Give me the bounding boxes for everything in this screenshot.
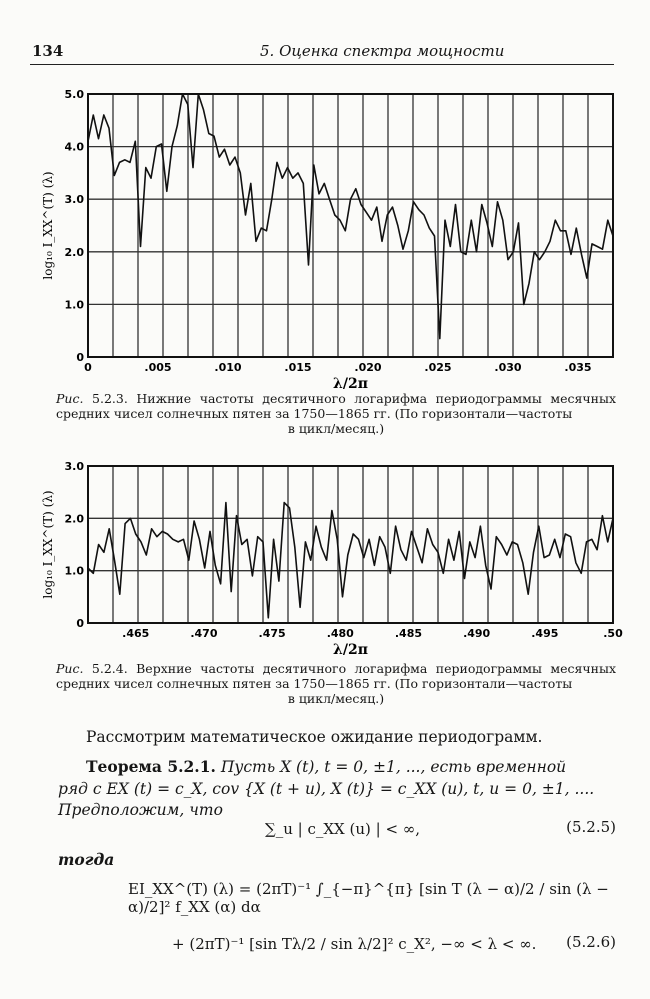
y-axis-label: log₁₀ I_XX^(T) (λ) xyxy=(41,490,55,599)
y-tick-label: 5.0 xyxy=(64,88,84,101)
intro-paragraph: Рассмотрим математическое ожидание периодограмм. xyxy=(86,728,543,746)
x-tick-label: .465 xyxy=(122,627,150,640)
caption-line: 5.2.4. Верхние частоты десятичного логарифма периодограммы месячных xyxy=(91,661,617,676)
x-tick-label: .495 xyxy=(531,627,559,640)
equation-number: (5.2.6) xyxy=(566,933,616,951)
figure-5-2-3-chart xyxy=(0,80,650,390)
x-tick-label: .475 xyxy=(258,627,286,640)
figure-5-2-3-caption xyxy=(56,391,616,436)
x-tick-label: .005 xyxy=(144,361,172,374)
equation-number: (5.2.5) xyxy=(566,818,616,836)
x-tick-label: .470 xyxy=(190,627,218,640)
page-header xyxy=(30,38,614,65)
x-tick-label: .025 xyxy=(424,361,452,374)
caption-line: в цикл/месяц.) xyxy=(287,691,385,706)
x-tick-label: .50 xyxy=(603,627,623,640)
x-tick-label: .020 xyxy=(354,361,382,374)
running-title: 5. Оценка спектра мощности xyxy=(260,42,505,60)
page-number: 134 xyxy=(32,42,64,60)
caption-label: Рис. xyxy=(56,391,84,406)
figure-5-2-4-caption xyxy=(56,661,616,706)
theorem-line-3: Предположим, что xyxy=(58,801,223,819)
equation-5-2-5: ∑_u | c_XX (u) | < ∞, xyxy=(265,820,421,838)
y-tick-label: 3.0 xyxy=(64,460,84,473)
x-tick-label: .015 xyxy=(284,361,312,374)
x-tick-label: .030 xyxy=(494,361,522,374)
x-tick-label: .480 xyxy=(326,627,354,640)
caption-line: в цикл/месяц.) xyxy=(287,421,385,436)
x-tick-label: .485 xyxy=(394,627,423,640)
x-tick-label: .490 xyxy=(463,627,491,640)
theorem-line-1 xyxy=(86,757,566,776)
theorem-line-2: ряд с EX (t) = c_X, cov {X (t + u), X (t)} = c_XX (u), t, u = 0, ±1, .... xyxy=(58,780,595,798)
x-tick-label: .010 xyxy=(214,361,242,374)
caption-line: средних чисел солнечных пятен за 1750—1865 гг. (По горизонтали—частоты xyxy=(56,406,573,421)
theorem-label: Теорема 5.2.1. xyxy=(86,757,216,776)
y-tick-label: 0 xyxy=(76,351,84,364)
caption-label: Рис. xyxy=(56,661,84,676)
equation-5-2-6-line-1: EI_XX^(T) (λ) = (2πT)⁻¹ ∫_{−π}^{π} [sin T (λ − α)/2 / sin (λ − α)/2]² f_XX (α) dα xyxy=(128,880,609,916)
y-tick-label: 1.0 xyxy=(64,564,84,578)
caption-line: средних чисел солнечных пятен за 1750—1865 гг. (По горизонтали—частоты xyxy=(56,676,573,691)
plot-frame xyxy=(88,94,613,357)
series-line xyxy=(88,503,613,618)
x-axis-label: λ/2π xyxy=(333,642,368,658)
y-tick-label: 4.0 xyxy=(64,140,84,154)
y-tick-label: 3.0 xyxy=(64,193,84,207)
y-tick-label: 1.0 xyxy=(64,298,84,312)
theorem-text: Пусть X (t), t = 0, ±1, ..., есть временной xyxy=(220,758,567,776)
y-tick-label: 0 xyxy=(76,617,84,630)
x-tick-label: 0 xyxy=(84,361,92,374)
figure-5-2-4-chart xyxy=(0,452,650,662)
x-axis-label: λ/2π xyxy=(333,376,368,390)
y-axis-label: log₁₀ I_XX^(T) (λ) xyxy=(41,171,55,280)
y-tick-label: 2.0 xyxy=(64,512,84,526)
equation-5-2-6-line-2: + (2πT)⁻¹ [sin Tλ/2 / sin λ/2]² c_X², −∞ < λ < ∞. xyxy=(172,935,537,953)
caption-line: 5.2.3. Нижние частоты десятичного логарифма периодограммы месячных xyxy=(92,391,616,406)
series-line xyxy=(88,94,613,339)
y-tick-label: 2.0 xyxy=(64,245,84,259)
then-word: тогда xyxy=(58,850,115,869)
x-tick-label: .035 xyxy=(564,361,592,374)
